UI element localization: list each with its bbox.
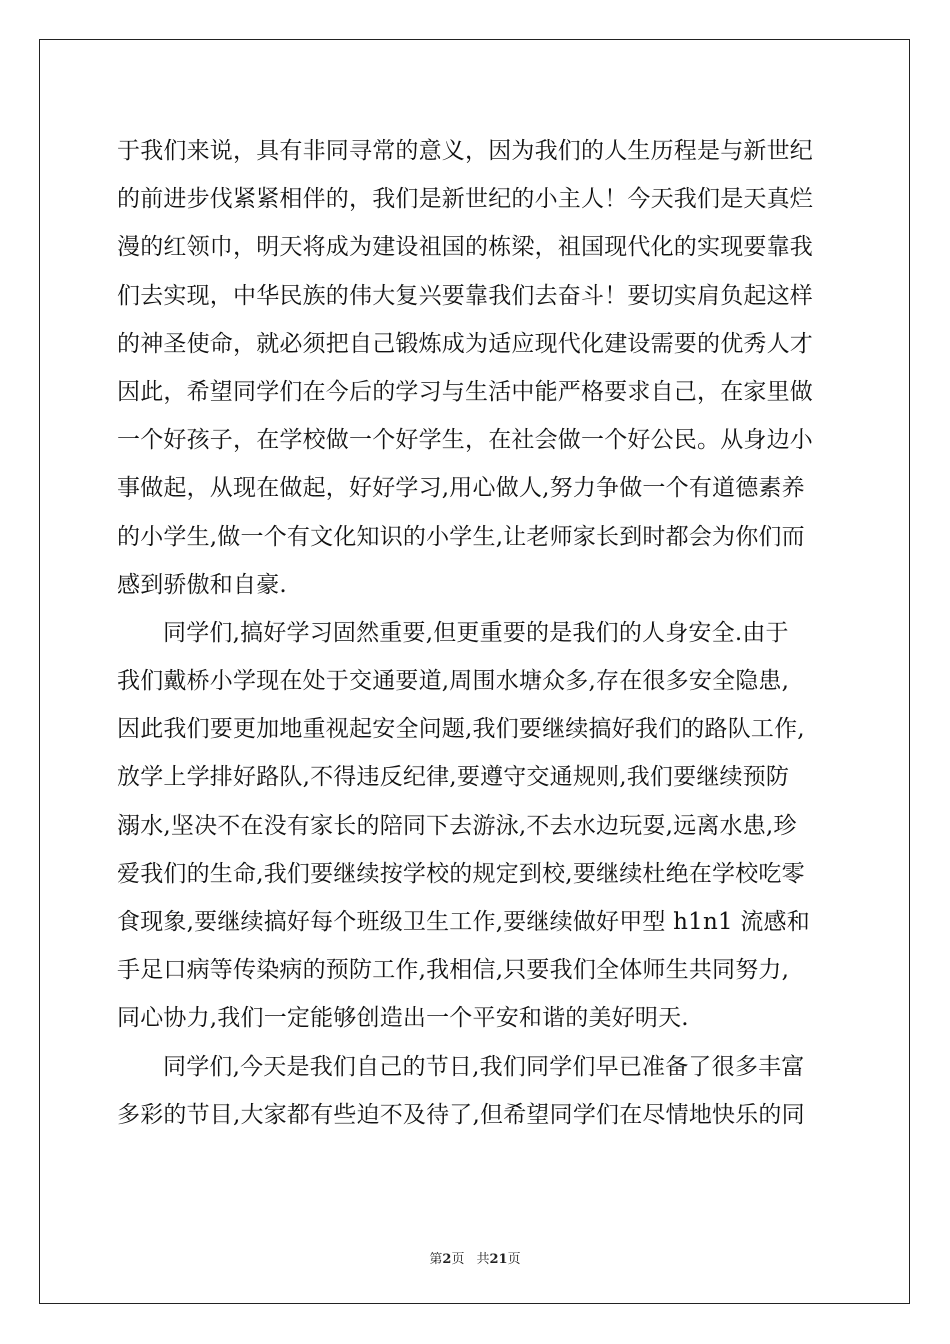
text-line: 的前进步伐紧紧相伴的，我们是新世纪的小主人！今天我们是天真烂 <box>117 186 813 213</box>
text-line: 我们戴桥小学现在处于交通要道,周围水塘众多,存在很多安全隐患, <box>117 668 790 695</box>
text-line: 一个好孩子，在学校做一个好学生，在社会做一个好公民。从身边小 <box>117 427 813 454</box>
total-prefix: 共 <box>476 1252 490 1267</box>
page-prefix: 第 <box>429 1252 443 1267</box>
paragraph-start-line: 同学们,搞好学习固然重要,但更重要的是我们的人身安全.由于 <box>163 619 789 646</box>
text-line: 事做起，从现在做起，好好学习,用心做人,努力争做一个有道德素养 <box>117 475 805 502</box>
text-line: 们去实现，中华民族的伟大复兴要靠我们去奋斗！要切实肩负起这样 <box>117 282 813 309</box>
page-footer <box>0 1248 950 1267</box>
text-line: 放学上学排好路队,不得违反纪律,要遵守交通规则,我们要继续预防 <box>117 764 790 791</box>
text-line: 漫的红领巾，明天将成为建设祖国的栋梁，祖国现代化的实现要靠我 <box>117 234 813 261</box>
document-body <box>117 127 833 1139</box>
text-line: 爱我们的生命,我们要继续按学校的规定到校,要继续杜绝在学校吃零 <box>117 860 805 887</box>
text-line: 同心协力,我们一定能够创造出一个平安和谐的美好明天. <box>117 1005 689 1032</box>
page-suffix: 页 <box>451 1252 465 1267</box>
paragraph-start-line: 同学们,今天是我们自己的节日,我们同学们早已准备了很多丰富 <box>163 1053 805 1080</box>
total-pages: 21 <box>489 1252 508 1267</box>
text-line: 多彩的节目,大家都有些迫不及待了,但希望同学们在尽情地快乐的同 <box>117 1101 805 1128</box>
text-line: 的神圣使命，就必须把自己锻炼成为适应现代化建设需要的优秀人才 <box>117 330 813 357</box>
text-line: 食现象,要继续搞好每个班级卫生工作,要继续做好甲型 h1n1 流感和 <box>117 909 810 935</box>
text-line: 因此，希望同学们在今后的学习与生活中能严格要求自己，在家里做 <box>117 378 813 405</box>
text-line: 的小学生,做一个有文化知识的小学生,让老师家长到时都会为你们而 <box>117 523 805 550</box>
total-suffix: 页 <box>507 1252 521 1267</box>
page-number: 2 <box>442 1252 452 1267</box>
text-line: 手足口病等传染病的预防工作,我相信,只要我们全体师生共同努力, <box>117 957 790 984</box>
text-line: 于我们来说，具有非同寻常的意义，因为我们的人生历程是与新世纪 <box>117 138 813 164</box>
text-line: 因此我们要更加地重视起安全问题,我们要继续搞好我们的路队工作, <box>117 716 805 743</box>
text-line: 溺水,坚决不在没有家长的陪同下去游泳,不去水边玩耍,远离水患,珍 <box>117 812 797 839</box>
text-line: 感到骄傲和自豪. <box>117 571 287 598</box>
